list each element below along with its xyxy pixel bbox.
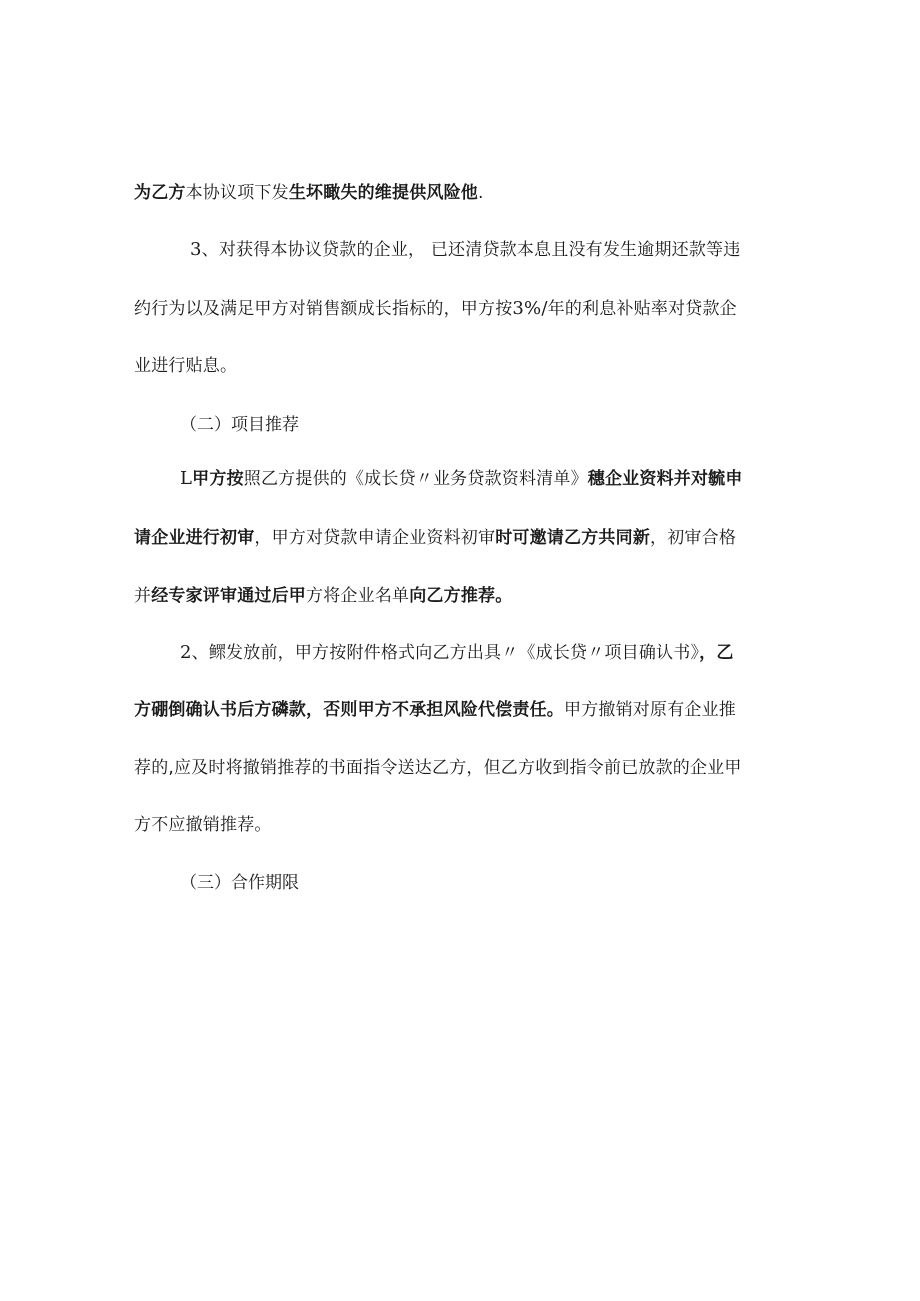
text-run: 时可邀请乙方共同新 — [495, 528, 651, 548]
text-run: 、对获得本协议贷款的企业， 已还清贷款本息且没有发生逾期还款等违 — [201, 240, 741, 260]
section-heading-3: （三）合作期限 — [180, 873, 299, 893]
text-run: 照乙方提供的《成长贷〃业务贷款资料清单》 — [243, 469, 588, 489]
text-run: 本协议项下发 — [185, 183, 289, 203]
paragraph-4-line-1 — [180, 641, 840, 665]
text-run: . — [478, 183, 484, 203]
paragraph-2-line-2 — [134, 297, 794, 321]
text-run: 穗企业资料并对毓申 — [587, 469, 743, 489]
text-run: 甲方撤销对原有企业推 — [564, 700, 736, 720]
paragraph-3-line-2 — [134, 526, 794, 550]
text-run: ，乙 — [699, 643, 734, 663]
text-run: 甲方按 — [192, 469, 244, 489]
paragraph-4-line-3 — [134, 756, 794, 780]
text-run: 经专家评审通过后甲 — [151, 586, 307, 606]
paragraph-2-line-3 — [134, 354, 794, 378]
text-run: 荐的,应及时将撤销推荐的书面指令送达乙方，但乙方收到指令前已放款的企业甲 — [134, 758, 742, 778]
item-number: L — [180, 468, 193, 489]
text-run: 约行为以及满足甲方对销售额成长指标的，甲方按 — [134, 299, 513, 319]
text-run: 生坏瞰失的维提供风险他 — [288, 183, 479, 203]
text-run: 方不应撤销推荐。 — [134, 815, 272, 835]
text-run: ，甲方对贷款申请企业资料初审 — [254, 528, 496, 548]
item-number: 2 — [180, 642, 192, 663]
paragraph-3-line-3 — [134, 584, 794, 608]
text-run: ，初审合格 — [650, 528, 737, 548]
section-heading-2: （二）项目推荐 — [180, 415, 299, 435]
rate-value: 3%/ — [512, 298, 548, 319]
paragraph-4-line-2 — [134, 698, 794, 722]
paragraph-4-line-4 — [134, 813, 794, 837]
text-run: 并 — [134, 586, 152, 606]
text-run: 向乙方推荐。 — [409, 586, 513, 606]
text-run: 方将企业名单 — [306, 586, 410, 606]
paragraph-1-line-1 — [134, 181, 794, 205]
paragraph-2-line-1 — [190, 238, 850, 262]
text-run: 年的利息补贴率对贷款企 — [547, 299, 737, 319]
text-run: 、鳏发放前，甲方按附件格式向乙方出具〃《成长贷〃项目确认书》 — [191, 643, 700, 663]
text-run: 为乙方 — [134, 183, 186, 203]
item-number: 3 — [190, 239, 202, 260]
text-run: 请企业进行初审 — [134, 528, 255, 548]
paragraph-3-line-1 — [180, 467, 840, 491]
text-run: 方硼倒确认书后方磷款，否则甲方不承担风险代偿责任。 — [134, 700, 564, 720]
text-run: 业进行贴息。 — [134, 356, 238, 376]
